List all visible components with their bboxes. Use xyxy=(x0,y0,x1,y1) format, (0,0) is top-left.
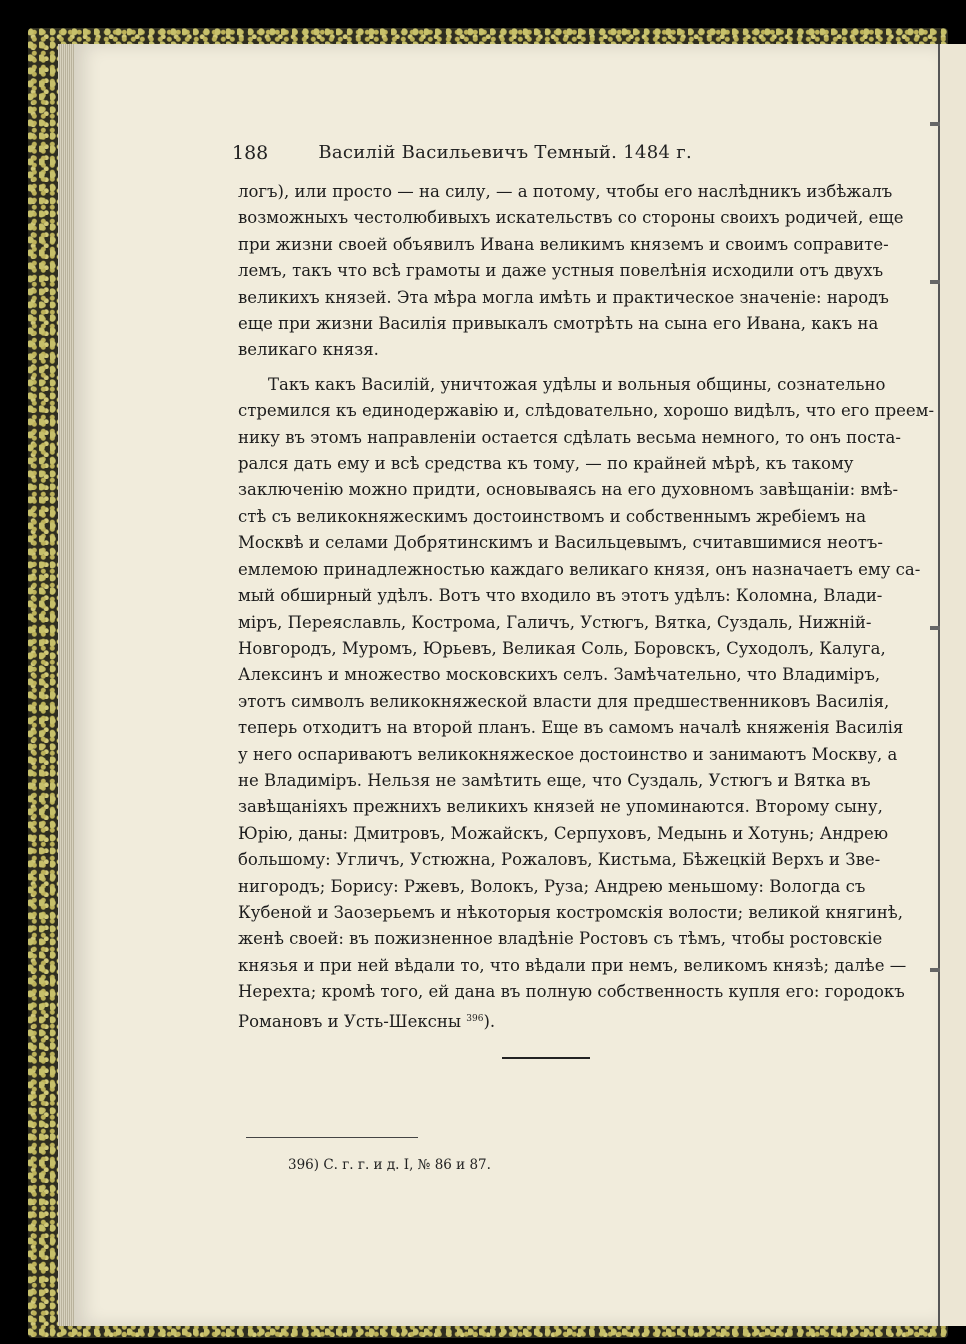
text-line: Романовъ и Усть-Шексны xyxy=(238,1011,462,1031)
section-divider xyxy=(502,1057,590,1059)
text-line: Москвѣ и селами Добрятинскимъ и Васильцевымъ, считавшимися неотъ- xyxy=(238,533,883,553)
paragraph-gap xyxy=(238,364,844,372)
text-line: лемъ, такъ что всѣ грамоты и даже устныя повелѣнія исходили отъ двухъ xyxy=(238,261,884,281)
page-tab xyxy=(930,280,940,284)
text-line: Такъ какъ Василій, уничтожая удѣлы и вольныя общины, сознательно xyxy=(268,374,886,394)
text-line: нигородъ; Борису: Ржевъ, Волокъ, Руза; Андрею меньшому: Вологда съ xyxy=(238,876,866,896)
text-line: женѣ своей: въ пожизненное владѣніе Ростовъ съ тѣмъ, чтобы ростовскіе xyxy=(238,929,883,949)
text-line: стремился къ единодержавію и, слѣдовательно, хорошо видѣлъ, что его преем- xyxy=(238,401,935,421)
footnote-reference[interactable]: 396 xyxy=(466,1013,484,1024)
text-line: при жизни своей объявилъ Ивана великимъ княземъ и своимъ соправите- xyxy=(238,234,889,254)
text-line: не Владиміръ. Нельзя не замѣтить еще, что Суздаль, Устюгъ и Вятка въ xyxy=(238,770,871,790)
text-line: князья и при ней вѣдали то, что вѣдали при немъ, великомъ князѣ; далѣе — xyxy=(238,955,907,975)
text-line: емлемою принадлежностью каждаго великаго князя, онъ назначаетъ ему са- xyxy=(238,559,921,579)
paragraph xyxy=(238,179,904,364)
text-line: заключенію можно придти, основываясь на его духовномъ завѣщаніи: вмѣ- xyxy=(238,480,899,500)
text-line: Кубеной и Заозерьемъ и нѣкоторыя костромскія волости; великой княгинѣ, xyxy=(238,902,903,922)
body-text xyxy=(238,179,935,1035)
text-line: завѣщаніяхъ прежнихъ великихъ князей не упоминаются. Второму сыну, xyxy=(238,797,883,817)
text-line: міръ, Переяславль, Кострома, Галичъ, Устюгъ, Вятка, Суздаль, Нижній- xyxy=(238,612,872,632)
page-tab xyxy=(930,968,940,972)
text-line: Юрію, даны: Дмитровъ, Можайскъ, Серпуховъ, Медынь и Хотунь; Андрею xyxy=(238,823,889,843)
text-line: великаго князя. xyxy=(238,340,379,360)
page-number: 188 xyxy=(232,142,269,164)
text-line: логъ), или просто — на силу, — а потому, чтобы его наслѣдникъ избѣжалъ xyxy=(238,182,893,201)
closing-punctuation: ). xyxy=(483,1011,496,1031)
text-line: Новгородъ, Муромъ, Юрьевъ, Великая Соль, Боровскъ, Суходолъ, Калуга, xyxy=(238,638,886,658)
text-line: этотъ символъ великокняжеской власти для предшественниковъ Василія, xyxy=(238,691,890,711)
text-line: возможныхъ честолюбивыхъ искательствъ со стороны своихъ родичей, еще xyxy=(238,208,904,228)
text-line: стѣ съ великокняжескимъ достоинствомъ и собственнымъ жребіемъ на xyxy=(238,506,867,526)
text-line: большому: Угличъ, Устюжна, Рожаловъ, Кистьма, Бѣжецкій Верхъ и Зве- xyxy=(238,850,881,870)
text-line: теперь отходитъ на второй планъ. Еще въ самомъ началѣ княженія Василія xyxy=(238,718,904,738)
text-line: Нерехта; кромѣ того, ей дана въ полную собственность купля его: городокъ xyxy=(238,982,905,1002)
facing-page-edge xyxy=(938,44,966,1326)
footnote: 396) С. г. г. и д. I, № 86 и 87. xyxy=(288,1157,491,1173)
text-line: мый обширный удѣлъ. Вотъ что входило въ этотъ удѣлъ: Коломна, Влади- xyxy=(238,586,883,606)
text-line: великихъ князей. Эта мѣра могла имѣть и практическое значеніе: народъ xyxy=(238,287,889,307)
text-line: рался дать ему и всѣ средства къ тому, — по крайней мѣрѣ, къ такому xyxy=(238,454,854,474)
page-tab xyxy=(930,626,940,630)
text-line: Алексинъ и множество московскихъ селъ. Замѣчательно, что Владиміръ, xyxy=(238,665,881,685)
paragraph xyxy=(238,372,935,1035)
text-line-final xyxy=(238,1006,844,1035)
footnote-divider xyxy=(246,1137,418,1138)
text-line: нику въ этомъ направленіи остается сдѣлать весьма немного, то онъ поста- xyxy=(238,427,901,447)
text-line: у него оспариваютъ великокняжеское достоинство и занимаютъ Москву, а xyxy=(238,744,898,764)
page-header xyxy=(232,142,692,168)
text-line: еще при жизни Василія привыкалъ смотрѣть на сына его Ивана, какъ на xyxy=(238,314,879,334)
page-tab xyxy=(930,122,940,126)
running-title: Василій Васильевичъ Темный. 1484 г. xyxy=(318,142,692,163)
